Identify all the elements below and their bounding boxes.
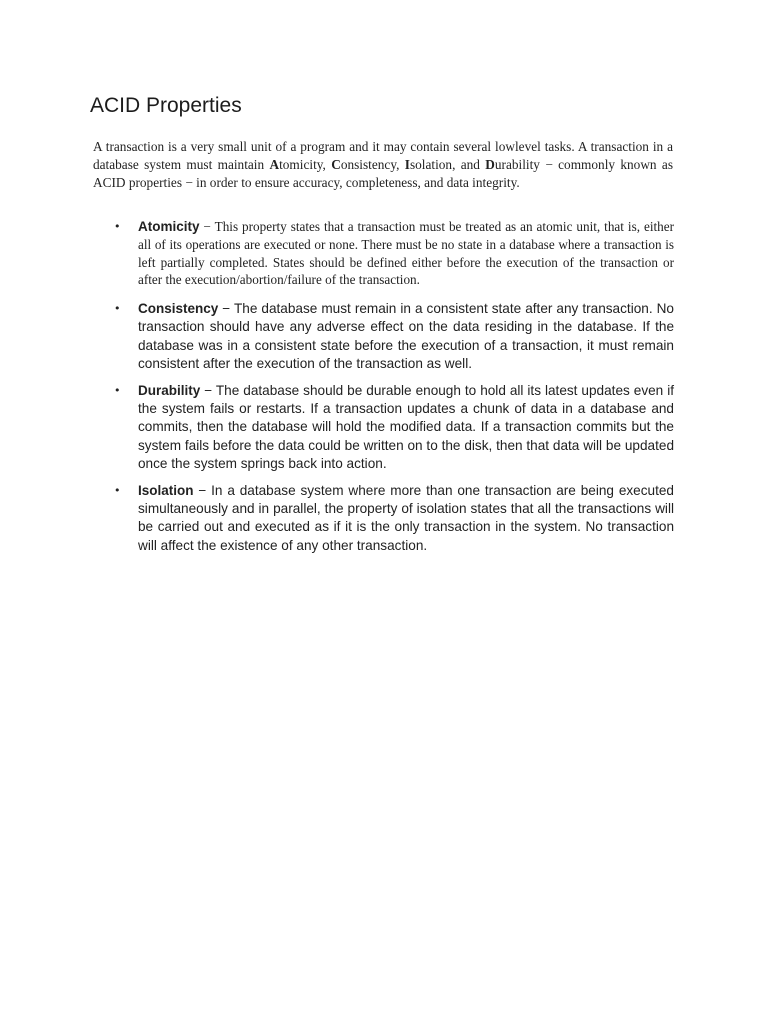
acid-letter-a: A: [269, 157, 280, 173]
term-consistency: Consistency: [138, 301, 219, 317]
acid-word-consistency: onsistency,: [340, 157, 405, 173]
acid-word-atomicity: tomicity,: [279, 157, 332, 173]
list-item-consistency: [110, 300, 674, 373]
acid-properties-list: [110, 218, 674, 565]
atomicity-description: [138, 218, 674, 289]
acid-word-isolation: solation, and: [409, 157, 486, 173]
intro-text-end: − commonly known as ACID properties − in order to ensure accuracy, completeness, and data integrity.: [93, 157, 673, 191]
atomicity-text: − This property states that a transaction must be treated as an atomic unit, that is, either all of its operations are executed or none. There must be no state in a database where a transaction is left partially completed. States should be defined either before the execution of the transaction or after the execution/abortion/failure of the transaction.: [138, 219, 674, 288]
list-item-isolation: [110, 482, 674, 555]
page-title: ACID Properties: [90, 94, 242, 117]
isolation-text: − In a database system where more than one transaction are being executed simultaneously and in parallel, the property of isolation states that all the transactions will be carried out and executed as if it is the only transaction in the system. No transaction will affect the existence of any other transaction.: [138, 483, 674, 553]
acid-letter-c: C: [331, 157, 341, 173]
acid-word-durability: urability: [494, 157, 540, 173]
term-isolation: Isolation: [138, 483, 194, 499]
list-item-durability: [110, 382, 674, 473]
consistency-text: − The database must remain in a consistent state after any transaction. No transaction should have any adverse effect on the data residing in the database. If the database was in a consistent state before the execution of a transaction, it must remain consistent after the execution of the transaction as well.: [138, 301, 674, 371]
durability-text: − The database should be durable enough to hold all its latest updates even if the system fails or restarts. If a transaction updates a chunk of data in a database and commits, then the database will hold the modified data. If a transaction commits but the system fails before the data could be written on to the disk, then that data will be updated once the system springs back into action.: [138, 383, 674, 471]
bullet-icon: •: [114, 384, 121, 397]
term-durability: Durability: [138, 383, 201, 398]
consistency-description: [138, 300, 674, 373]
acid-letter-i: I: [404, 157, 410, 173]
bullet-icon: •: [114, 302, 121, 316]
bullet-icon: •: [114, 220, 121, 233]
acid-letter-d: D: [485, 157, 495, 173]
term-atomicity: Atomicity: [138, 219, 200, 234]
bullet-icon: •: [114, 484, 121, 498]
intro-paragraph: [93, 138, 673, 193]
intro-text-start: A transaction is a very small unit of a program and it may contain several lowlevel tasks. A transaction in a database system must maintain: [93, 139, 673, 173]
list-item-atomicity: [110, 218, 674, 289]
durability-description: [138, 382, 674, 473]
isolation-description: [138, 482, 674, 555]
